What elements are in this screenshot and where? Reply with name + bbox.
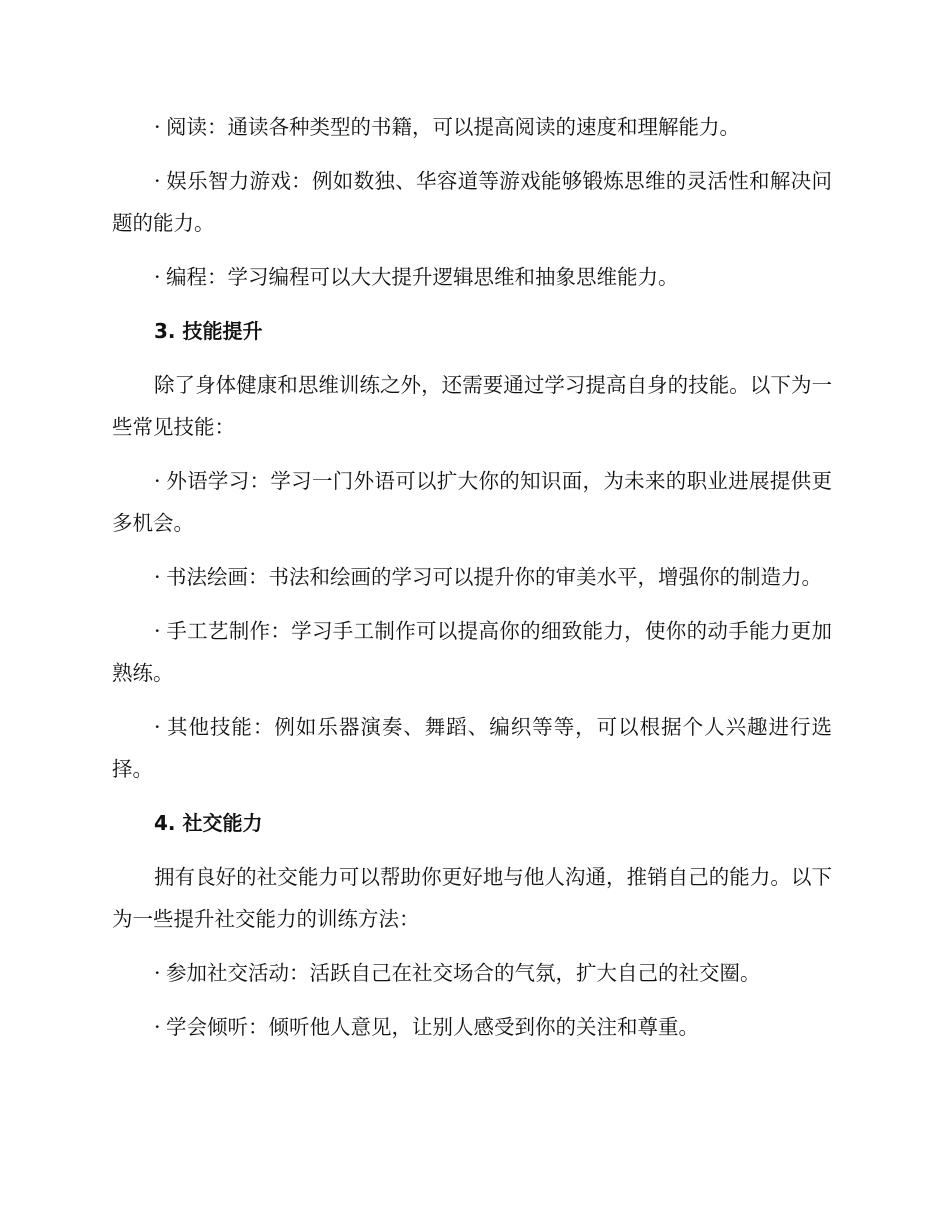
bullet-text: 阅读：通读各种类型的书籍，可以提高阅读的速度和理解能力。: [166, 115, 740, 139]
bullet-item-foreign-language: [112, 460, 832, 544]
document-page: [112, 106, 832, 1060]
bullet-dot-icon: ·: [154, 565, 161, 589]
bullet-item-listening: [112, 1006, 832, 1048]
bullet-text: 参加社交活动：活跃自己在社交场合的气氛，扩大自己的社交圈。: [166, 961, 761, 985]
bullet-text: 外语学习：学习一门外语可以扩大你的知识面，为未来的职业进展提供更多机会。: [112, 469, 832, 535]
bullet-item-handicraft: [112, 610, 832, 694]
bullet-dot-icon: ·: [154, 1015, 161, 1039]
bullet-text: 编程：学习编程可以大大提升逻辑思维和抽象思维能力。: [166, 265, 679, 289]
bullet-item-reading: [112, 106, 832, 148]
bullet-dot-icon: ·: [154, 115, 161, 139]
bullet-item-puzzle-games: [112, 160, 832, 244]
bullet-dot-icon: ·: [154, 961, 161, 985]
section-heading-social: 4. 社交能力: [154, 811, 263, 835]
section-heading-skills: 3. 技能提升: [154, 319, 263, 343]
bullet-dot-icon: ·: [154, 265, 161, 289]
bullet-text: 其他技能：例如乐器演奏、舞蹈、编织等等，可以根据个人兴趣进行选择。: [112, 715, 832, 781]
bullet-dot-icon: ·: [154, 715, 161, 739]
bullet-dot-icon: ·: [154, 169, 161, 193]
bullet-dot-icon: ·: [154, 619, 161, 643]
bullet-item-programming: [112, 256, 832, 298]
bullet-text: 手工艺制作：学习手工制作可以提高你的细致能力，使你的动手能力更加熟练。: [112, 619, 832, 685]
bullet-item-calligraphy: [112, 556, 832, 598]
paragraph-skills-intro: 除了身体健康和思维训练之外，还需要通过学习提高自身的技能。以下为一些常见技能：: [112, 373, 832, 439]
bullet-item-other-skills: [112, 706, 832, 790]
bullet-text: 娱乐智力游戏：例如数独、华容道等游戏能够锻炼思维的灵活性和解决问题的能力。: [112, 169, 832, 235]
bullet-item-social-activities: [112, 952, 832, 994]
bullet-text: 学会倾听：倾听他人意见，让别人感受到你的关注和尊重。: [166, 1015, 699, 1039]
bullet-dot-icon: ·: [154, 469, 161, 493]
paragraph-social-intro: 拥有良好的社交能力可以帮助你更好地与他人沟通，推销自己的能力。以下为一些提升社交能力的训练方法：: [112, 865, 832, 931]
bullet-text: 书法绘画：书法和绘画的学习可以提升你的审美水平，增强你的制造力。: [166, 565, 822, 589]
